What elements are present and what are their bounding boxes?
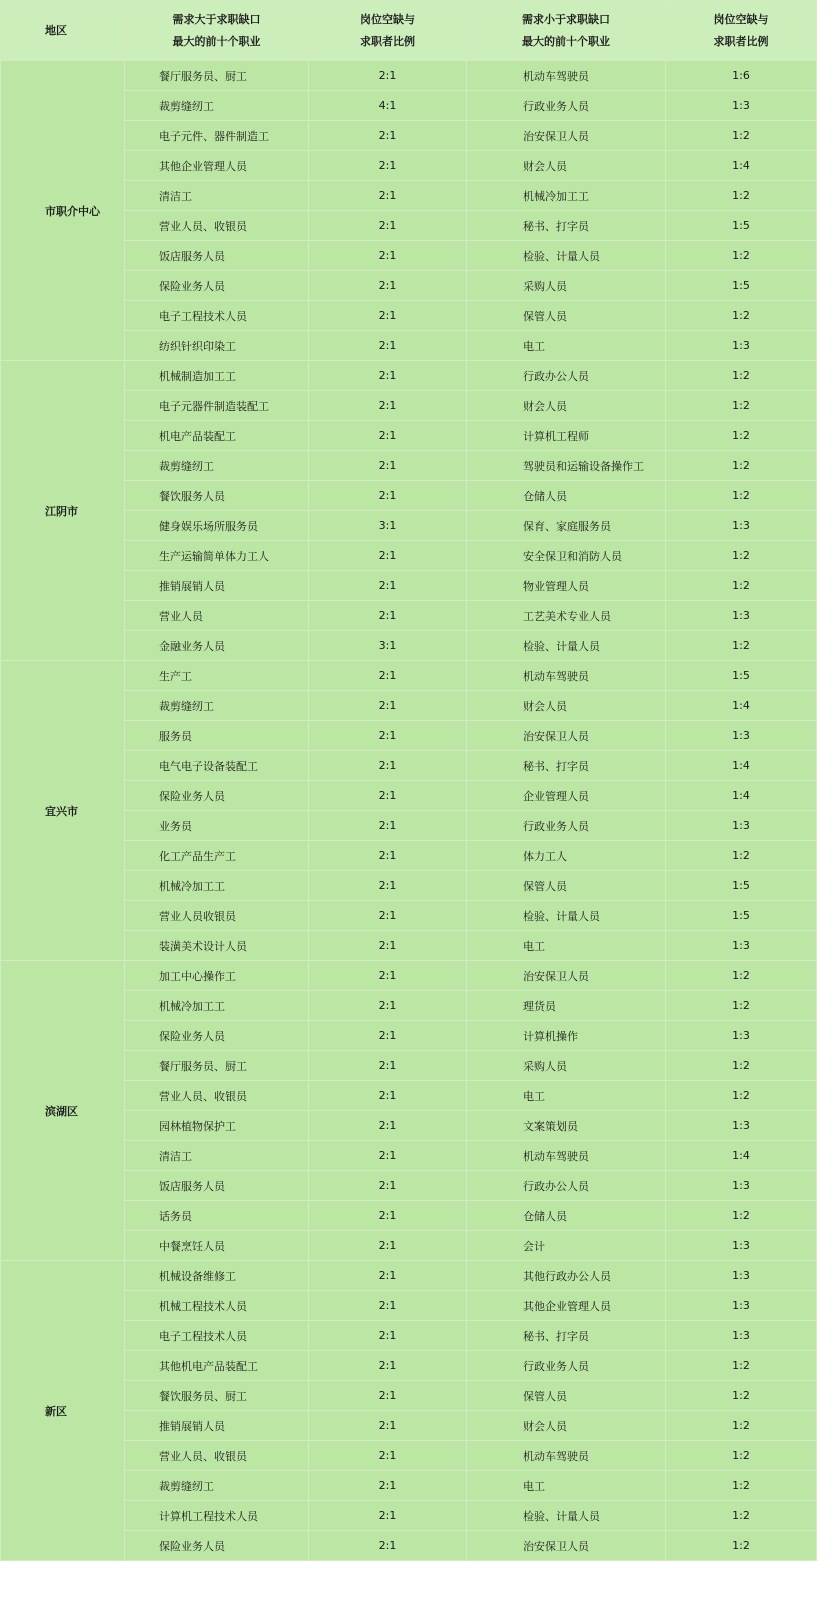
high-demand-ratio-cell: 2:1 — [309, 871, 467, 901]
high-demand-ratio-cell: 2:1 — [309, 181, 467, 211]
header-low-demand-ratio — [666, 1, 817, 61]
low-demand-ratio-cell: 1:3 — [666, 1111, 817, 1141]
low-demand-occupation-cell: 文案策划员 — [467, 1111, 666, 1141]
table-row — [1, 961, 817, 991]
low-demand-occupation-cell: 行政业务人员 — [467, 91, 666, 121]
high-demand-ratio-cell: 2:1 — [309, 781, 467, 811]
low-demand-occupation-cell: 治安保卫人员 — [467, 1531, 666, 1561]
high-demand-occupation-cell: 清洁工 — [125, 181, 309, 211]
high-demand-occupation-cell: 机械冷加工工 — [125, 871, 309, 901]
high-demand-ratio-cell: 3:1 — [309, 631, 467, 661]
low-demand-ratio-cell: 1:2 — [666, 1411, 817, 1441]
low-demand-ratio-cell: 1:2 — [666, 1051, 817, 1081]
high-demand-occupation-cell: 中餐烹饪人员 — [125, 1231, 309, 1261]
low-demand-occupation-cell: 采购人员 — [467, 271, 666, 301]
low-demand-ratio-cell: 1:2 — [666, 391, 817, 421]
low-demand-occupation-cell: 理货员 — [467, 991, 666, 1021]
low-demand-occupation-cell: 机动车驾驶员 — [467, 661, 666, 691]
high-demand-occupation-cell: 机械冷加工工 — [125, 991, 309, 1021]
low-demand-occupation-cell: 电工 — [467, 331, 666, 361]
header-region: 地区 — [1, 1, 125, 61]
high-demand-ratio-cell: 2:1 — [309, 451, 467, 481]
high-demand-occupation-cell: 保险业务人员 — [125, 271, 309, 301]
low-demand-ratio-cell: 1:3 — [666, 1021, 817, 1051]
low-demand-ratio-cell: 1:6 — [666, 61, 817, 91]
high-demand-ratio-cell: 3:1 — [309, 511, 467, 541]
high-demand-occupation-cell: 清洁工 — [125, 1141, 309, 1171]
low-demand-ratio-cell: 1:2 — [666, 1501, 817, 1531]
high-demand-ratio-cell: 2:1 — [309, 691, 467, 721]
low-demand-ratio-cell: 1:2 — [666, 841, 817, 871]
table-row — [1, 61, 817, 91]
low-demand-ratio-cell: 1:2 — [666, 1201, 817, 1231]
low-demand-ratio-cell: 1:3 — [666, 91, 817, 121]
low-demand-ratio-cell: 1:3 — [666, 511, 817, 541]
low-demand-occupation-cell: 检验、计量人员 — [467, 241, 666, 271]
high-demand-occupation-cell: 餐饮服务人员 — [125, 481, 309, 511]
high-demand-ratio-cell: 2:1 — [309, 211, 467, 241]
low-demand-ratio-cell: 1:2 — [666, 241, 817, 271]
high-demand-occupation-cell: 其他机电产品装配工 — [125, 1351, 309, 1381]
low-demand-ratio-cell: 1:2 — [666, 541, 817, 571]
low-demand-ratio-cell: 1:3 — [666, 331, 817, 361]
high-demand-occupation-cell: 餐厅服务员、厨工 — [125, 61, 309, 91]
high-demand-occupation-cell: 营业人员收银员 — [125, 901, 309, 931]
region-name-cell: 宜兴市 — [1, 661, 125, 961]
low-demand-ratio-cell: 1:2 — [666, 451, 817, 481]
low-demand-ratio-cell: 1:4 — [666, 751, 817, 781]
high-demand-ratio-cell: 2:1 — [309, 1171, 467, 1201]
low-demand-occupation-cell: 会计 — [467, 1231, 666, 1261]
high-demand-ratio-cell: 2:1 — [309, 1081, 467, 1111]
header-high-demand-line1: 需求大于求职缺口 — [172, 12, 261, 26]
high-demand-ratio-cell: 2:1 — [309, 1501, 467, 1531]
low-demand-occupation-cell: 其他行政办公人员 — [467, 1261, 666, 1291]
high-demand-occupation-cell: 生产运输简单体力工人 — [125, 541, 309, 571]
low-demand-ratio-cell: 1:2 — [666, 571, 817, 601]
high-demand-ratio-cell: 2:1 — [309, 1321, 467, 1351]
low-demand-ratio-cell: 1:3 — [666, 1321, 817, 1351]
high-demand-occupation-cell: 保险业务人员 — [125, 1021, 309, 1051]
high-demand-ratio-cell: 2:1 — [309, 1291, 467, 1321]
low-demand-ratio-cell: 1:4 — [666, 691, 817, 721]
high-demand-occupation-cell: 营业人员、收银员 — [125, 1081, 309, 1111]
low-demand-ratio-cell: 1:5 — [666, 271, 817, 301]
low-demand-occupation-cell: 计算机工程师 — [467, 421, 666, 451]
high-demand-occupation-cell: 电子元件、器件制造工 — [125, 121, 309, 151]
low-demand-ratio-cell: 1:2 — [666, 631, 817, 661]
low-demand-ratio-cell: 1:3 — [666, 1291, 817, 1321]
high-demand-occupation-cell: 推销展销人员 — [125, 571, 309, 601]
low-demand-occupation-cell: 其他企业管理人员 — [467, 1291, 666, 1321]
header-ratio2-line1: 岗位空缺与 — [713, 12, 769, 26]
low-demand-occupation-cell: 保管人员 — [467, 1381, 666, 1411]
high-demand-occupation-cell: 电气电子设备装配工 — [125, 751, 309, 781]
high-demand-ratio-cell: 2:1 — [309, 241, 467, 271]
high-demand-occupation-cell: 计算机工程技术人员 — [125, 1501, 309, 1531]
low-demand-ratio-cell: 1:2 — [666, 361, 817, 391]
low-demand-occupation-cell: 仓储人员 — [467, 1201, 666, 1231]
low-demand-ratio-cell: 1:5 — [666, 211, 817, 241]
high-demand-ratio-cell: 2:1 — [309, 661, 467, 691]
high-demand-occupation-cell: 保险业务人员 — [125, 1531, 309, 1561]
high-demand-ratio-cell: 2:1 — [309, 901, 467, 931]
low-demand-ratio-cell: 1:2 — [666, 1441, 817, 1471]
low-demand-occupation-cell: 驾驶员和运输设备操作工 — [467, 451, 666, 481]
high-demand-ratio-cell: 2:1 — [309, 361, 467, 391]
high-demand-occupation-cell: 推销展销人员 — [125, 1411, 309, 1441]
high-demand-occupation-cell: 电子工程技术人员 — [125, 1321, 309, 1351]
high-demand-ratio-cell: 2:1 — [309, 301, 467, 331]
high-demand-ratio-cell: 2:1 — [309, 811, 467, 841]
low-demand-ratio-cell: 1:2 — [666, 301, 817, 331]
low-demand-occupation-cell: 仓储人员 — [467, 481, 666, 511]
high-demand-ratio-cell: 2:1 — [309, 1441, 467, 1471]
high-demand-occupation-cell: 其他企业管理人员 — [125, 151, 309, 181]
high-demand-ratio-cell: 2:1 — [309, 271, 467, 301]
high-demand-occupation-cell: 裁剪缝纫工 — [125, 691, 309, 721]
high-demand-occupation-cell: 机械工程技术人员 — [125, 1291, 309, 1321]
header-ratio-line2: 求职者比例 — [360, 34, 415, 48]
header-row — [1, 1, 817, 61]
high-demand-ratio-cell: 2:1 — [309, 1231, 467, 1261]
high-demand-occupation-cell: 电子工程技术人员 — [125, 301, 309, 331]
header-ratio-line1: 岗位空缺与 — [360, 12, 415, 26]
low-demand-ratio-cell: 1:2 — [666, 481, 817, 511]
region-name-cell: 市职介中心 — [1, 61, 125, 361]
low-demand-occupation-cell: 企业管理人员 — [467, 781, 666, 811]
high-demand-occupation-cell: 营业人员、收银员 — [125, 211, 309, 241]
low-demand-ratio-cell: 1:2 — [666, 121, 817, 151]
low-demand-ratio-cell: 1:2 — [666, 421, 817, 451]
low-demand-occupation-cell: 电工 — [467, 1471, 666, 1501]
high-demand-ratio-cell: 2:1 — [309, 961, 467, 991]
high-demand-ratio-cell: 2:1 — [309, 1351, 467, 1381]
low-demand-ratio-cell: 1:4 — [666, 1141, 817, 1171]
high-demand-ratio-cell: 2:1 — [309, 391, 467, 421]
high-demand-occupation-cell: 裁剪缝纫工 — [125, 1471, 309, 1501]
high-demand-occupation-cell: 营业人员 — [125, 601, 309, 631]
low-demand-ratio-cell: 1:2 — [666, 961, 817, 991]
low-demand-ratio-cell: 1:3 — [666, 601, 817, 631]
high-demand-ratio-cell: 2:1 — [309, 931, 467, 961]
high-demand-occupation-cell: 餐饮服务员、厨工 — [125, 1381, 309, 1411]
low-demand-occupation-cell: 体力工人 — [467, 841, 666, 871]
high-demand-ratio-cell: 2:1 — [309, 481, 467, 511]
high-demand-occupation-cell: 保险业务人员 — [125, 781, 309, 811]
header-low-demand-occupations — [467, 1, 666, 61]
high-demand-occupation-cell: 机械设备维修工 — [125, 1261, 309, 1291]
low-demand-occupation-cell: 电工 — [467, 931, 666, 961]
low-demand-occupation-cell: 保管人员 — [467, 301, 666, 331]
low-demand-occupation-cell: 行政业务人员 — [467, 1351, 666, 1381]
region-name-cell: 江阴市 — [1, 361, 125, 661]
low-demand-occupation-cell: 秘书、打字员 — [467, 1321, 666, 1351]
header-high-demand-ratio — [309, 1, 467, 61]
header-ratio2-line2: 求职者比例 — [713, 34, 769, 48]
low-demand-occupation-cell: 治安保卫人员 — [467, 721, 666, 751]
low-demand-occupation-cell: 秘书、打字员 — [467, 211, 666, 241]
low-demand-ratio-cell: 1:3 — [666, 1171, 817, 1201]
low-demand-ratio-cell: 1:3 — [666, 721, 817, 751]
low-demand-occupation-cell: 保管人员 — [467, 871, 666, 901]
high-demand-occupation-cell: 机电产品装配工 — [125, 421, 309, 451]
high-demand-ratio-cell: 2:1 — [309, 721, 467, 751]
header-low-demand-line1: 需求小于求职缺口 — [522, 12, 610, 26]
low-demand-occupation-cell: 秘书、打字员 — [467, 751, 666, 781]
low-demand-ratio-cell: 1:2 — [666, 1471, 817, 1501]
region-name-cell: 新区 — [1, 1261, 125, 1561]
low-demand-ratio-cell: 1:2 — [666, 1081, 817, 1111]
high-demand-ratio-cell: 2:1 — [309, 571, 467, 601]
high-demand-occupation-cell: 化工产品生产工 — [125, 841, 309, 871]
low-demand-occupation-cell: 安全保卫和消防人员 — [467, 541, 666, 571]
low-demand-ratio-cell: 1:2 — [666, 181, 817, 211]
high-demand-occupation-cell: 加工中心操作工 — [125, 961, 309, 991]
low-demand-ratio-cell: 1:2 — [666, 1531, 817, 1561]
high-demand-occupation-cell: 营业人员、收银员 — [125, 1441, 309, 1471]
low-demand-ratio-cell: 1:3 — [666, 1231, 817, 1261]
high-demand-occupation-cell: 健身娱乐场所服务员 — [125, 511, 309, 541]
low-demand-occupation-cell: 检验、计量人员 — [467, 631, 666, 661]
low-demand-ratio-cell: 1:5 — [666, 661, 817, 691]
high-demand-occupation-cell: 电子元器件制造装配工 — [125, 391, 309, 421]
high-demand-ratio-cell: 2:1 — [309, 991, 467, 1021]
high-demand-ratio-cell: 2:1 — [309, 541, 467, 571]
high-demand-ratio-cell: 2:1 — [309, 1141, 467, 1171]
high-demand-occupation-cell: 纺织针织印染工 — [125, 331, 309, 361]
high-demand-ratio-cell: 2:1 — [309, 61, 467, 91]
high-demand-occupation-cell: 装潢美术设计人员 — [125, 931, 309, 961]
low-demand-occupation-cell: 财会人员 — [467, 151, 666, 181]
high-demand-occupation-cell: 金融业务人员 — [125, 631, 309, 661]
high-demand-occupation-cell: 服务员 — [125, 721, 309, 751]
low-demand-occupation-cell: 行政业务人员 — [467, 811, 666, 841]
high-demand-occupation-cell: 饭店服务人员 — [125, 1171, 309, 1201]
high-demand-ratio-cell: 4:1 — [309, 91, 467, 121]
high-demand-ratio-cell: 2:1 — [309, 151, 467, 181]
high-demand-ratio-cell: 2:1 — [309, 1261, 467, 1291]
low-demand-occupation-cell: 检验、计量人员 — [467, 1501, 666, 1531]
table-row — [1, 661, 817, 691]
high-demand-ratio-cell: 2:1 — [309, 1411, 467, 1441]
header-high-demand-occupations — [125, 1, 309, 61]
low-demand-occupation-cell: 采购人员 — [467, 1051, 666, 1081]
high-demand-occupation-cell: 饭店服务人员 — [125, 241, 309, 271]
high-demand-ratio-cell: 2:1 — [309, 841, 467, 871]
high-demand-ratio-cell: 2:1 — [309, 1531, 467, 1561]
high-demand-ratio-cell: 2:1 — [309, 1111, 467, 1141]
header-high-demand-line2: 最大的前十个职业 — [172, 34, 261, 48]
low-demand-ratio-cell: 1:3 — [666, 931, 817, 961]
high-demand-ratio-cell: 2:1 — [309, 1051, 467, 1081]
table-body — [1, 61, 817, 1561]
table-row — [1, 1261, 817, 1291]
low-demand-ratio-cell: 1:2 — [666, 991, 817, 1021]
high-demand-ratio-cell: 2:1 — [309, 1201, 467, 1231]
high-demand-occupation-cell: 裁剪缝纫工 — [125, 451, 309, 481]
high-demand-occupation-cell: 餐厅服务员、厨工 — [125, 1051, 309, 1081]
high-demand-occupation-cell: 裁剪缝纫工 — [125, 91, 309, 121]
table-row — [1, 361, 817, 391]
low-demand-occupation-cell: 行政办公人员 — [467, 1171, 666, 1201]
low-demand-occupation-cell: 检验、计量人员 — [467, 901, 666, 931]
low-demand-occupation-cell: 治安保卫人员 — [467, 961, 666, 991]
low-demand-ratio-cell: 1:3 — [666, 1261, 817, 1291]
low-demand-occupation-cell: 计算机操作 — [467, 1021, 666, 1051]
high-demand-ratio-cell: 2:1 — [309, 1471, 467, 1501]
high-demand-ratio-cell: 2:1 — [309, 121, 467, 151]
low-demand-occupation-cell: 保育、家庭服务员 — [467, 511, 666, 541]
low-demand-occupation-cell: 机动车驾驶员 — [467, 1441, 666, 1471]
low-demand-occupation-cell: 行政办公人员 — [467, 361, 666, 391]
low-demand-occupation-cell: 财会人员 — [467, 391, 666, 421]
high-demand-ratio-cell: 2:1 — [309, 601, 467, 631]
low-demand-occupation-cell: 物业管理人员 — [467, 571, 666, 601]
high-demand-occupation-cell: 业务员 — [125, 811, 309, 841]
high-demand-occupation-cell: 园林植物保护工 — [125, 1111, 309, 1141]
low-demand-ratio-cell: 1:5 — [666, 871, 817, 901]
low-demand-occupation-cell: 机动车驾驶员 — [467, 1141, 666, 1171]
header-low-demand-line2: 最大的前十个职业 — [522, 34, 610, 48]
high-demand-occupation-cell: 话务员 — [125, 1201, 309, 1231]
high-demand-ratio-cell: 2:1 — [309, 1381, 467, 1411]
low-demand-occupation-cell: 财会人员 — [467, 1411, 666, 1441]
low-demand-occupation-cell: 机动车驾驶员 — [467, 61, 666, 91]
low-demand-ratio-cell: 1:2 — [666, 1351, 817, 1381]
high-demand-occupation-cell: 生产工 — [125, 661, 309, 691]
low-demand-ratio-cell: 1:4 — [666, 781, 817, 811]
high-demand-ratio-cell: 2:1 — [309, 421, 467, 451]
low-demand-occupation-cell: 电工 — [467, 1081, 666, 1111]
low-demand-occupation-cell: 机械冷加工工 — [467, 181, 666, 211]
high-demand-ratio-cell: 2:1 — [309, 331, 467, 361]
low-demand-occupation-cell: 工艺美术专业人员 — [467, 601, 666, 631]
low-demand-ratio-cell: 1:3 — [666, 811, 817, 841]
low-demand-ratio-cell: 1:5 — [666, 901, 817, 931]
high-demand-ratio-cell: 2:1 — [309, 751, 467, 781]
low-demand-ratio-cell: 1:4 — [666, 151, 817, 181]
high-demand-occupation-cell: 机械制造加工工 — [125, 361, 309, 391]
high-demand-ratio-cell: 2:1 — [309, 1021, 467, 1051]
low-demand-occupation-cell: 治安保卫人员 — [467, 121, 666, 151]
region-name-cell: 滨湖区 — [1, 961, 125, 1261]
low-demand-occupation-cell: 财会人员 — [467, 691, 666, 721]
low-demand-ratio-cell: 1:2 — [666, 1381, 817, 1411]
